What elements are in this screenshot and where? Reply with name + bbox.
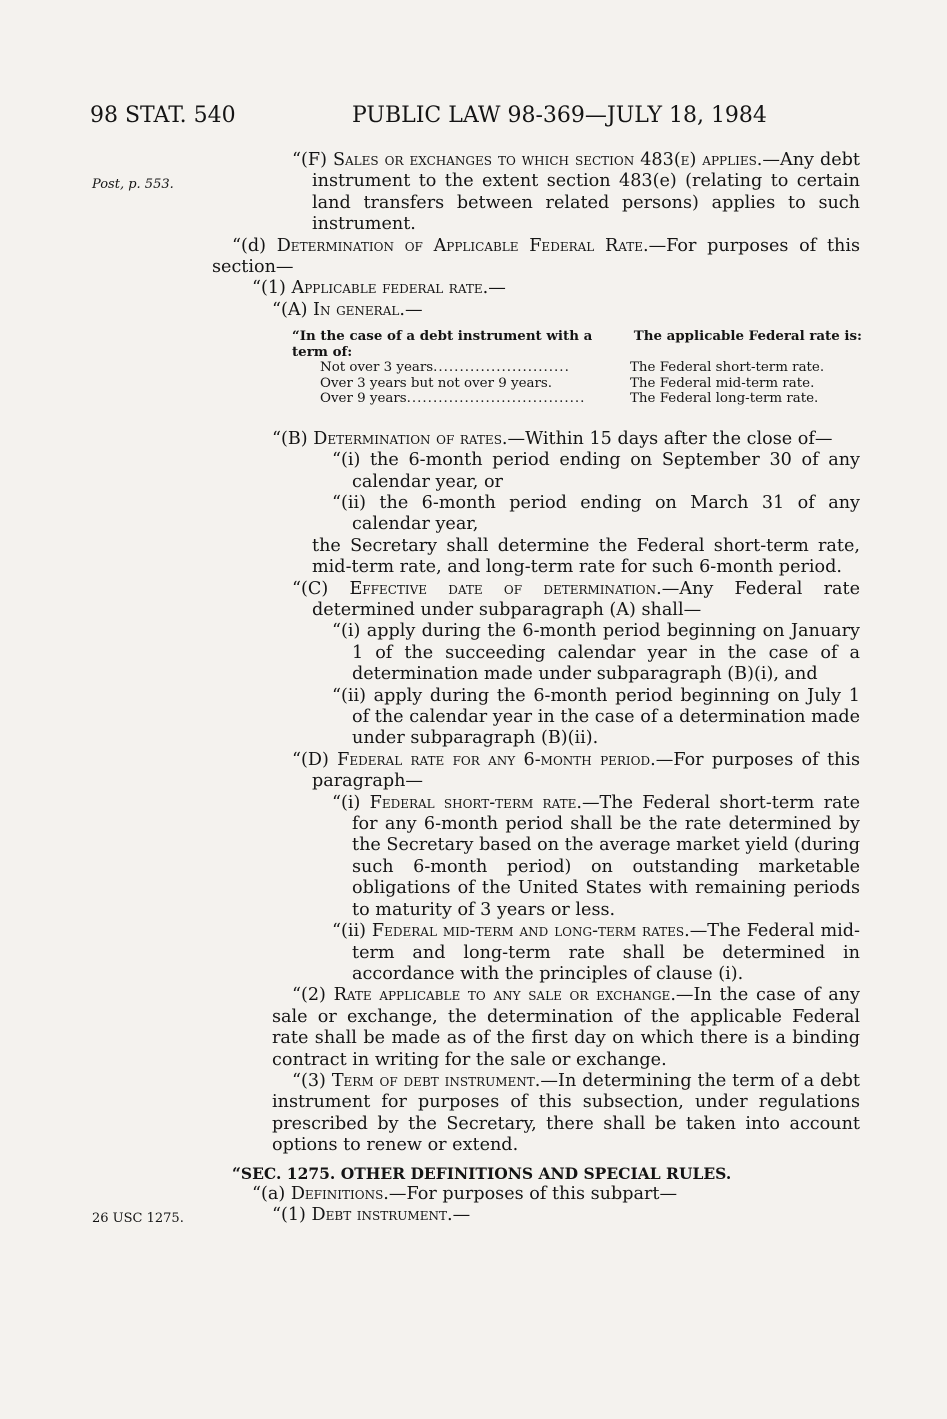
public-law-title: PUBLIC LAW 98-369—JULY 18, 1984 bbox=[352, 103, 767, 128]
table-row bbox=[292, 376, 862, 392]
subparagraph-a bbox=[232, 300, 860, 321]
clause-d-i bbox=[232, 793, 860, 921]
paragraph-2-open: “(2) bbox=[292, 985, 334, 1006]
subparagraph-d-open: “(D) bbox=[292, 749, 338, 770]
subparagraph-b-tail: the Secretary shall determine the Federal short-term rate, mid-term rate, and long-term rate for such 6-month period. bbox=[312, 535, 860, 578]
table-row-leader: .......................... bbox=[433, 360, 570, 376]
subsection-a-open: “(a) bbox=[252, 1183, 291, 1204]
subparagraph-b-text: —Within 15 days after the close of— bbox=[507, 428, 833, 449]
subparagraph-c-open: “(C) bbox=[292, 578, 350, 599]
subsection-d-text: —For purposes of this section— bbox=[212, 235, 861, 278]
page-header bbox=[90, 103, 850, 133]
subparagraph-b-heading: Determination of rates. bbox=[313, 428, 508, 449]
subsection-d-heading: Determination of Applicable Federal Rate. bbox=[276, 235, 649, 256]
paragraph-2-text: —In the case of any sale or exchange, the determination of the applicable Federal rate shall be made as of the first day on which there is a binding contract in writing for the sale or exchange. bbox=[272, 985, 860, 1070]
clause-d-ii-heading: Federal mid-term and long-term rates. bbox=[371, 921, 690, 942]
table-row-rate: The Federal mid-term rate. bbox=[630, 375, 815, 391]
paragraph-3-heading: Term of debt instrument. bbox=[331, 1070, 541, 1091]
paragraph-1 bbox=[232, 278, 860, 299]
clause-c-i: “(i) apply during the 6-month period beginning on January 1 of the succeeding calendar year in the case of a determination made under subparagraph (B)(i), and bbox=[332, 621, 860, 685]
paragraph-a-1-heading: Debt instrument. bbox=[311, 1205, 453, 1226]
paragraph-1-text: — bbox=[488, 278, 506, 299]
section-1275-heading: “SEC. 1275. OTHER DEFINITIONS AND SPECIAL RULES. bbox=[232, 1163, 732, 1183]
clause-d-ii-text: —The Federal mid-term and long-term rate shall be determined in accordance with the principles of clause (i). bbox=[352, 921, 860, 984]
clause-d-ii bbox=[232, 921, 860, 985]
table-row bbox=[292, 391, 862, 407]
subparagraph-a-open: “(A) bbox=[272, 299, 314, 320]
paragraph-f-heading: Sales or exchanges to which section 483(e) applies. bbox=[332, 150, 763, 170]
subparagraph-c-text: —Any Federal rate determined under subparagraph (A) shall— bbox=[312, 578, 861, 620]
paragraph-1-heading: Applicable federal rate. bbox=[291, 278, 489, 299]
table-row-term: Over 3 years but not over 9 years. bbox=[320, 375, 553, 391]
subparagraph-d-text: —For purposes of this paragraph— bbox=[312, 749, 861, 792]
rate-table-header bbox=[292, 329, 862, 360]
paragraph-3-text: —In determining the term of a debt instrument for purposes of this subsection, under regulations prescribed by the Secretary, there shall be taken into account options to renew or extend. bbox=[272, 1070, 860, 1156]
table-row-term: Over 9 years bbox=[320, 391, 407, 407]
subsection-a bbox=[232, 1184, 860, 1205]
statute-body bbox=[212, 150, 862, 1227]
subparagraph-b bbox=[212, 429, 860, 450]
subparagraph-b-open: “(B) bbox=[272, 428, 314, 449]
subparagraph-d-heading: Federal rate for any 6-month period. bbox=[337, 749, 656, 770]
subsection-a-heading: Definitions. bbox=[290, 1183, 389, 1204]
clause-b-ii: “(ii) the 6-month period ending on March 31 of any calendar year, bbox=[332, 492, 860, 535]
rate-table-header-term: “In the case of a debt instrument with a term of: bbox=[292, 328, 593, 360]
subsection-d-open: “(d) bbox=[232, 235, 277, 256]
rate-table-header-rate: The applicable Federal rate is: bbox=[633, 328, 862, 345]
paragraph-a-1-open: “(1) bbox=[272, 1205, 312, 1226]
subparagraph-a-heading: In general. bbox=[313, 299, 405, 320]
table-row-rate: The Federal long-term rate. bbox=[630, 391, 819, 407]
clause-b-i: “(i) the 6-month period ending on September 30 of any calendar year, or bbox=[332, 450, 860, 492]
subparagraph-c bbox=[232, 579, 860, 622]
margin-note-usc: 26 USC 1275. bbox=[92, 1211, 184, 1226]
paragraph-f-text: —Any debt instrument to the extent section 483(e) (relating to certain land transfers between related persons) applies to such instrument. bbox=[312, 150, 860, 235]
clause-d-ii-open: “(ii) bbox=[332, 921, 372, 942]
paragraph-f bbox=[232, 150, 860, 236]
clause-d-i-open: “(i) bbox=[332, 792, 370, 813]
paragraph-a-1 bbox=[232, 1205, 860, 1226]
paragraph-2 bbox=[232, 985, 860, 1071]
paragraph-1-open: “(1) bbox=[252, 278, 292, 299]
paragraph-a-1-text: — bbox=[452, 1205, 471, 1226]
subsection-a-text: —For purposes of this subpart— bbox=[388, 1183, 678, 1204]
stat-page-number: 98 STAT. 540 bbox=[90, 103, 236, 128]
subparagraph-a-text: — bbox=[404, 299, 423, 320]
table-row bbox=[292, 360, 862, 376]
paragraph-2-heading: Rate applicable to any sale or exchange. bbox=[333, 985, 676, 1006]
clause-d-i-heading: Federal short-term rate. bbox=[369, 792, 582, 813]
clause-c-ii: “(ii) apply during the 6-month period beginning on July 1 of the calendar year in the case of a determination made under subparagraph (B)(ii). bbox=[332, 685, 860, 749]
table-row-leader: .................................. bbox=[406, 391, 586, 407]
paragraph-f-open: “(F) bbox=[292, 150, 333, 170]
clause-d-i-text: —The Federal short-term rate for any 6-month period shall be the rate determined by the Secretary based on the average market yield (during such 6-month period) on outstanding marketable obligations of the United States with remaining periods to maturity of 3 years or less. bbox=[352, 792, 860, 920]
table-row-rate: The Federal short-term rate. bbox=[630, 360, 825, 376]
paragraph-3 bbox=[232, 1071, 860, 1157]
table-row-term: Not over 3 years bbox=[320, 360, 434, 376]
rate-table bbox=[292, 329, 862, 407]
subsection-d bbox=[212, 236, 860, 279]
margin-note-post: Post, p. 553. bbox=[92, 177, 174, 192]
paragraph-3-open: “(3) bbox=[292, 1070, 332, 1091]
subparagraph-c-heading: Effective date of determination. bbox=[349, 578, 662, 599]
subparagraph-d bbox=[232, 750, 860, 793]
